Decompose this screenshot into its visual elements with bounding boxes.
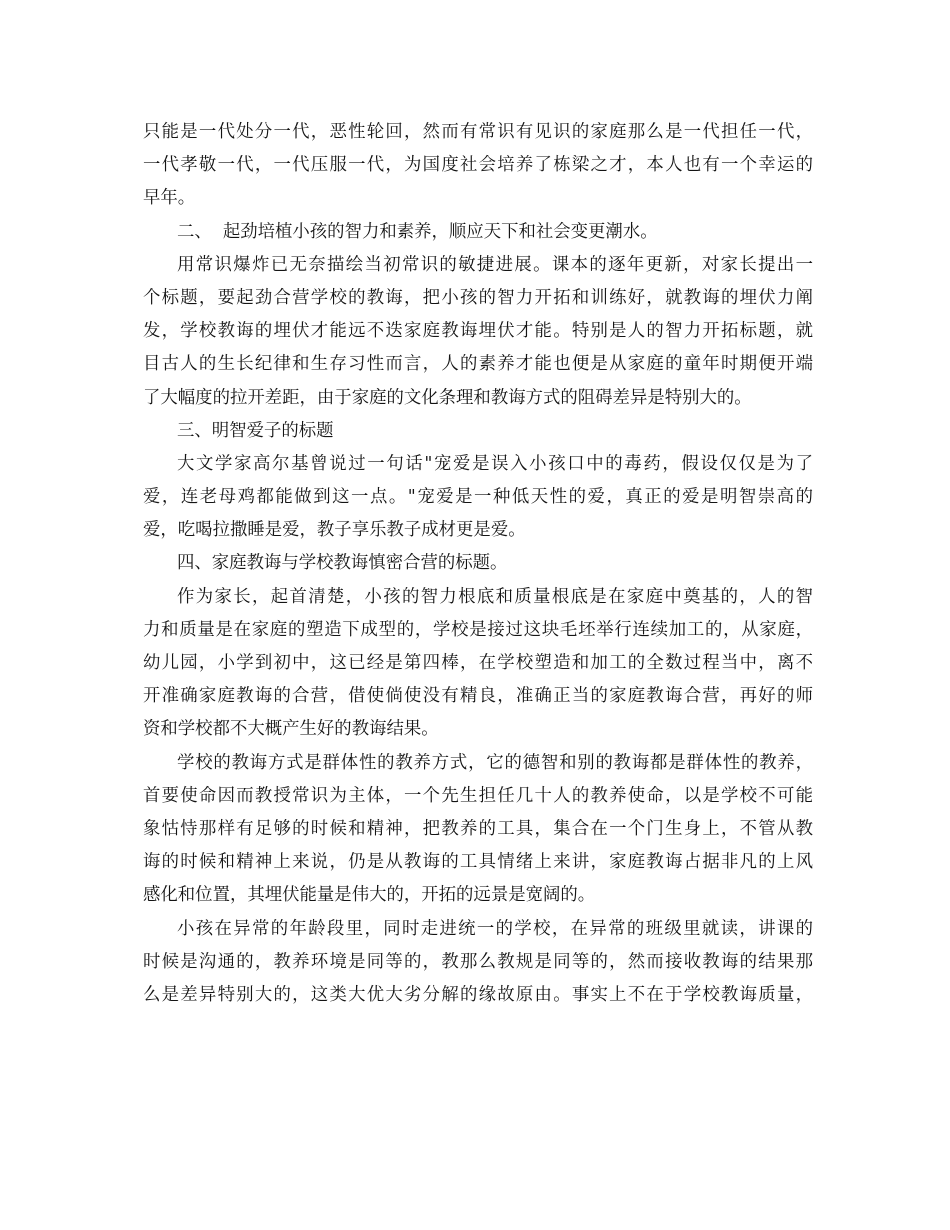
- text-line: 发，学校教诲的埋伏才能远不迭家庭教诲埋伏才能。特别是人的智力开拓标题，就: [143, 321, 813, 342]
- paragraph-6: [143, 913, 813, 1013]
- heading-line: 四、家庭教诲与学校教诲慎密合营的标题。: [177, 553, 508, 574]
- text-line: 小孩在异常的年龄段里，同时走进统一的学校，在异常的班级里就读，讲课的: [177, 918, 813, 939]
- text-line: 力和质量是在家庭的塑造下成型的，学校是接过这块毛坯举行连续加工的，从家庭，: [143, 619, 813, 640]
- heading-line: 二、 起劲培植小孩的智力和素养，顺应天下和社会变更潮水。: [177, 221, 658, 242]
- section-heading-2: [143, 216, 813, 249]
- text-line: 诲的时候和精神上来说，仍是从教诲的工具情绪上来讲，家庭教诲占据非凡的上风: [143, 852, 813, 873]
- text-line: 个标题，要起劲合营学校的教诲，把小孩的智力开拓和训练好，就教诲的埋伏力阐: [143, 287, 813, 308]
- text-line: 幼儿园，小学到初中，这已经是第四棒，在学校塑造和加工的全数过程当中，离不: [143, 653, 813, 673]
- text-line: 作为家长，起首清楚，小孩的智力根底和质量根底是在家庭中奠基的，人的智: [177, 586, 813, 607]
- text-line: 爱，吃喝拉撒睡是爱，教子享乐教子成材更是爱。: [143, 520, 526, 541]
- text-line: 爱，连老母鸡都能做到这一点。"宠爱是一种低天性的爱，真正的爱是明智崇高的: [143, 487, 813, 508]
- paragraph-3: [143, 448, 813, 548]
- paragraph-1: [143, 116, 813, 216]
- section-heading-4: [143, 547, 813, 580]
- section-heading-3: [143, 415, 813, 448]
- text-line: 象怙恃那样有足够的时候和精神，把教养的工具，集合在一个门生身上，不管从教: [143, 818, 813, 839]
- document-body: [143, 116, 813, 1012]
- text-line: 么是差异特别大的，这类大优大劣分解的缘故原由。事实上不在于学校教诲质量，: [143, 984, 813, 1005]
- text-line: 开准确家庭教诲的合营，借使倘使没有精良，准确正当的家庭教诲合营，再好的师: [143, 686, 813, 707]
- text-line: 感化和位置，其埋伏能量是伟大的，开拓的远景是宽阔的。: [143, 885, 596, 906]
- text-line: 学校的教诲方式是群体性的教养方式，它的德智和别的教诲都是群体性的教养，: [177, 752, 813, 773]
- text-line: 只能是一代处分一代，恶性轮回，然而有常识有见识的家庭那么是一代担任一代，: [143, 122, 813, 142]
- text-line: 目古人的生长纪律和生存习性而言，人的素养才能也便是从家庭的童年时期便开端: [143, 354, 813, 375]
- text-line: 一代孝敬一代，一代压服一代，为国度社会培养了栋梁之才，本人也有一个幸运的: [143, 155, 813, 176]
- paragraph-5: [143, 747, 813, 913]
- text-line: 资和学校都不大概产生好的教诲结果。: [143, 719, 439, 740]
- heading-line: 三、明智爱子的标题: [177, 420, 334, 441]
- text-line: 用常识爆炸已无奈描绘当初常识的敏捷进展。课本的逐年更新，对家长提出一: [177, 254, 813, 275]
- text-line: 时候是沟通的，教养环境是同等的，教那么教规是同等的，然而接收教诲的结果那: [143, 951, 813, 972]
- paragraph-2: [143, 249, 813, 415]
- text-line: 大文学家高尔基曾说过一句话"宠爱是误入小孩口中的毒药，假设仅仅是为了: [177, 453, 813, 474]
- text-line: 了大幅度的拉开差距，由于家庭的文化条理和教诲方式的阻碍差异是特别大的。: [143, 387, 752, 408]
- text-line: 早年。: [143, 188, 196, 209]
- paragraph-4: [143, 581, 813, 747]
- text-line: 首要使命因而教授常识为主体，一个先生担任几十人的教养使命，以是学校不可能: [143, 785, 813, 806]
